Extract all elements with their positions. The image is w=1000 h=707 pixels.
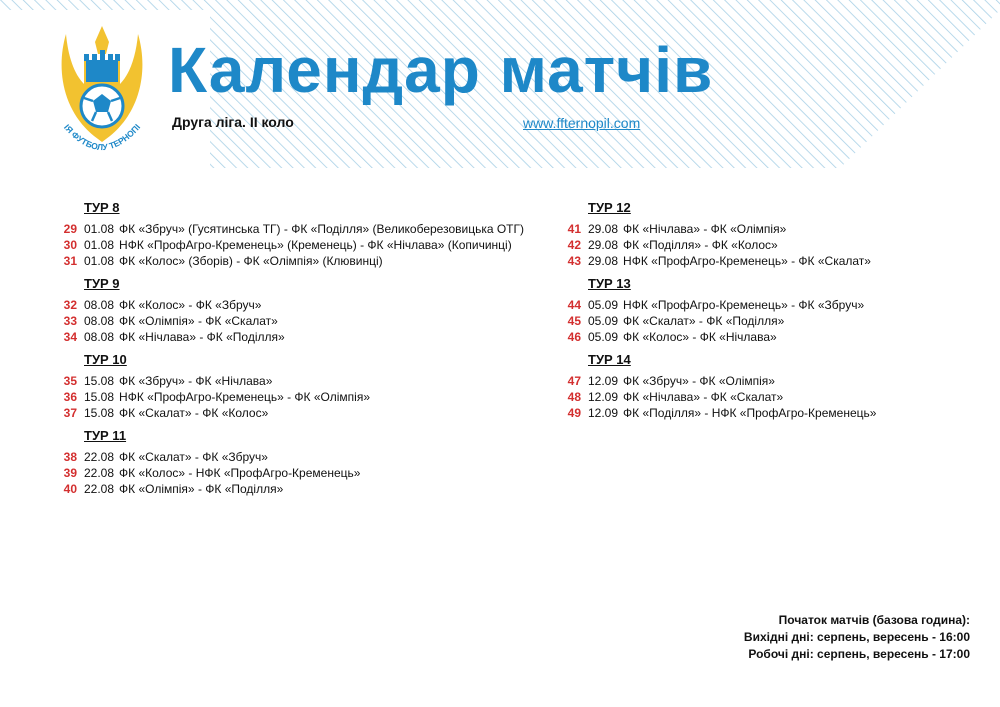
match-row	[562, 389, 982, 405]
match-number: 48	[567, 390, 581, 404]
match-date: 12.09	[588, 374, 619, 388]
round-block	[58, 351, 568, 421]
match-teams: НФК «ПрофАгро-Кременець» - ФК «Олімпія»	[119, 390, 370, 404]
match-date: 29.08	[588, 238, 619, 252]
match-number: 42	[567, 238, 581, 252]
weekend-kickoff: Вихідні дні: серпень, вересень - 16:00	[743, 630, 970, 644]
match-teams: ФК «Скалат» - ФК «Збруч»	[119, 450, 268, 464]
match-teams: НФК «ПрофАгро-Кременець» (Кременець) - ФК «Нічлава» (Копичинці)	[119, 238, 512, 252]
match-teams: ФК «Поділля» - ФК «Колос»	[623, 238, 778, 252]
round-block	[562, 275, 982, 345]
match-row	[562, 253, 982, 269]
round-title: ТУР 11	[84, 428, 127, 443]
match-date: 29.08	[588, 222, 619, 236]
weekday-kickoff: Робочі дні: серпень, вересень - 17:00	[748, 647, 970, 661]
match-date: 15.08	[84, 406, 115, 420]
schedule-column-right	[562, 199, 982, 427]
match-teams: ФК «Колос» - ФК «Нічлава»	[623, 330, 777, 344]
match-number: 40	[63, 482, 77, 496]
match-teams: НФК «ПрофАгро-Кременець» - ФК «Збруч»	[623, 298, 865, 312]
match-teams: ФК «Олімпія» - ФК «Скалат»	[119, 314, 278, 328]
match-teams: НФК «ПрофАгро-Кременець» - ФК «Скалат»	[623, 254, 871, 268]
match-date: 08.08	[84, 298, 115, 312]
match-row	[58, 313, 568, 329]
match-teams: ФК «Скалат» - ФК «Колос»	[119, 406, 269, 420]
round-title: ТУР 13	[588, 276, 631, 291]
match-date: 01.08	[84, 222, 115, 236]
svg-text:АСОЦІАЦІЯ ФУТБОЛУ ТЕРНОПІЛЬЩИН: ІЯ ФУТБОЛУ ТЕРНОПІ	[62, 121, 143, 153]
match-teams: ФК «Нічлава» - ФК «Поділля»	[119, 330, 285, 344]
match-row	[58, 449, 568, 465]
match-teams: ФК «Збруч» (Гусятинська ТГ) - ФК «Поділля» (Великоберезовицька ОТГ)	[119, 222, 525, 236]
match-row	[58, 405, 568, 421]
match-number: 44	[567, 298, 581, 312]
match-row	[58, 253, 568, 269]
match-teams: ФК «Збруч» - ФК «Нічлава»	[119, 374, 273, 388]
match-row	[562, 329, 982, 345]
match-number: 49	[567, 406, 581, 420]
match-teams: ФК «Колос» (Зборів) - ФК «Олімпія» (Клювинці)	[119, 254, 383, 268]
match-date: 08.08	[84, 314, 115, 328]
match-date: 01.08	[84, 238, 115, 252]
match-date: 05.09	[588, 314, 619, 328]
match-date: 29.08	[588, 254, 619, 268]
match-number: 41	[567, 222, 581, 236]
schedule-column-left	[58, 199, 568, 503]
match-number: 32	[63, 298, 77, 312]
round-block	[58, 199, 568, 269]
match-teams: ФК «Поділля» - НФК «ПрофАгро-Кременець»	[623, 406, 877, 420]
match-teams: ФК «Нічлава» - ФК «Олімпія»	[623, 222, 787, 236]
match-teams: ФК «Нічлава» - ФК «Скалат»	[623, 390, 784, 404]
league-subtitle: Друга ліга. ІІ коло	[172, 114, 294, 130]
match-row	[58, 329, 568, 345]
round-title: ТУР 14	[588, 352, 631, 367]
match-date: 05.09	[588, 330, 619, 344]
association-logo	[52, 20, 152, 166]
match-date: 22.08	[84, 482, 115, 496]
match-row	[58, 389, 568, 405]
match-date: 08.08	[84, 330, 115, 344]
round-title: ТУР 10	[84, 352, 127, 367]
match-date: 15.08	[84, 390, 115, 404]
match-date: 15.08	[84, 374, 115, 388]
match-number: 46	[567, 330, 581, 344]
match-date: 22.08	[84, 450, 115, 464]
match-number: 34	[63, 330, 77, 344]
match-row	[562, 237, 982, 253]
trident-ball-icon	[52, 20, 152, 166]
round-title: ТУР 9	[84, 276, 120, 291]
match-number: 39	[63, 466, 77, 480]
match-date: 12.09	[588, 390, 619, 404]
match-row	[58, 297, 568, 313]
match-date: 22.08	[84, 466, 115, 480]
round-block	[58, 275, 568, 345]
match-number: 30	[63, 238, 77, 252]
match-number: 36	[63, 390, 77, 404]
match-row	[562, 221, 982, 237]
round-title: ТУР 12	[588, 200, 631, 215]
match-number: 29	[63, 222, 77, 236]
match-row	[562, 313, 982, 329]
match-number: 43	[567, 254, 581, 268]
match-date: 01.08	[84, 254, 115, 268]
round-title: ТУР 8	[84, 200, 120, 215]
match-teams: ФК «Збруч» - ФК «Олімпія»	[623, 374, 775, 388]
match-number: 31	[63, 254, 77, 268]
match-row	[58, 221, 568, 237]
round-block	[58, 427, 568, 497]
match-teams: ФК «Колос» - НФК «ПрофАгро-Кременець»	[119, 466, 361, 480]
match-teams: ФК «Скалат» - ФК «Поділля»	[623, 314, 785, 328]
kickoff-heading: Початок матчів (базова година):	[778, 613, 970, 627]
match-date: 05.09	[588, 298, 619, 312]
match-row	[58, 373, 568, 389]
match-row	[562, 405, 982, 421]
match-number: 47	[567, 374, 581, 388]
match-date: 12.09	[588, 406, 619, 420]
match-number: 45	[567, 314, 581, 328]
round-block	[562, 351, 982, 421]
kickoff-times-note	[744, 612, 970, 663]
match-number: 37	[63, 406, 77, 420]
match-row	[562, 297, 982, 313]
round-block	[562, 199, 982, 269]
match-number: 35	[63, 374, 77, 388]
match-number: 38	[63, 450, 77, 464]
match-row	[58, 481, 568, 497]
website-link[interactable]: www.ffternopil.com	[523, 115, 641, 131]
match-teams: ФК «Олімпія» - ФК «Поділля»	[119, 482, 284, 496]
match-row	[58, 237, 568, 253]
match-teams: ФК «Колос» - ФК «Збруч»	[119, 298, 262, 312]
match-row	[58, 465, 568, 481]
page-title: Календар матчів	[168, 34, 714, 106]
match-row	[562, 373, 982, 389]
match-number: 33	[63, 314, 77, 328]
